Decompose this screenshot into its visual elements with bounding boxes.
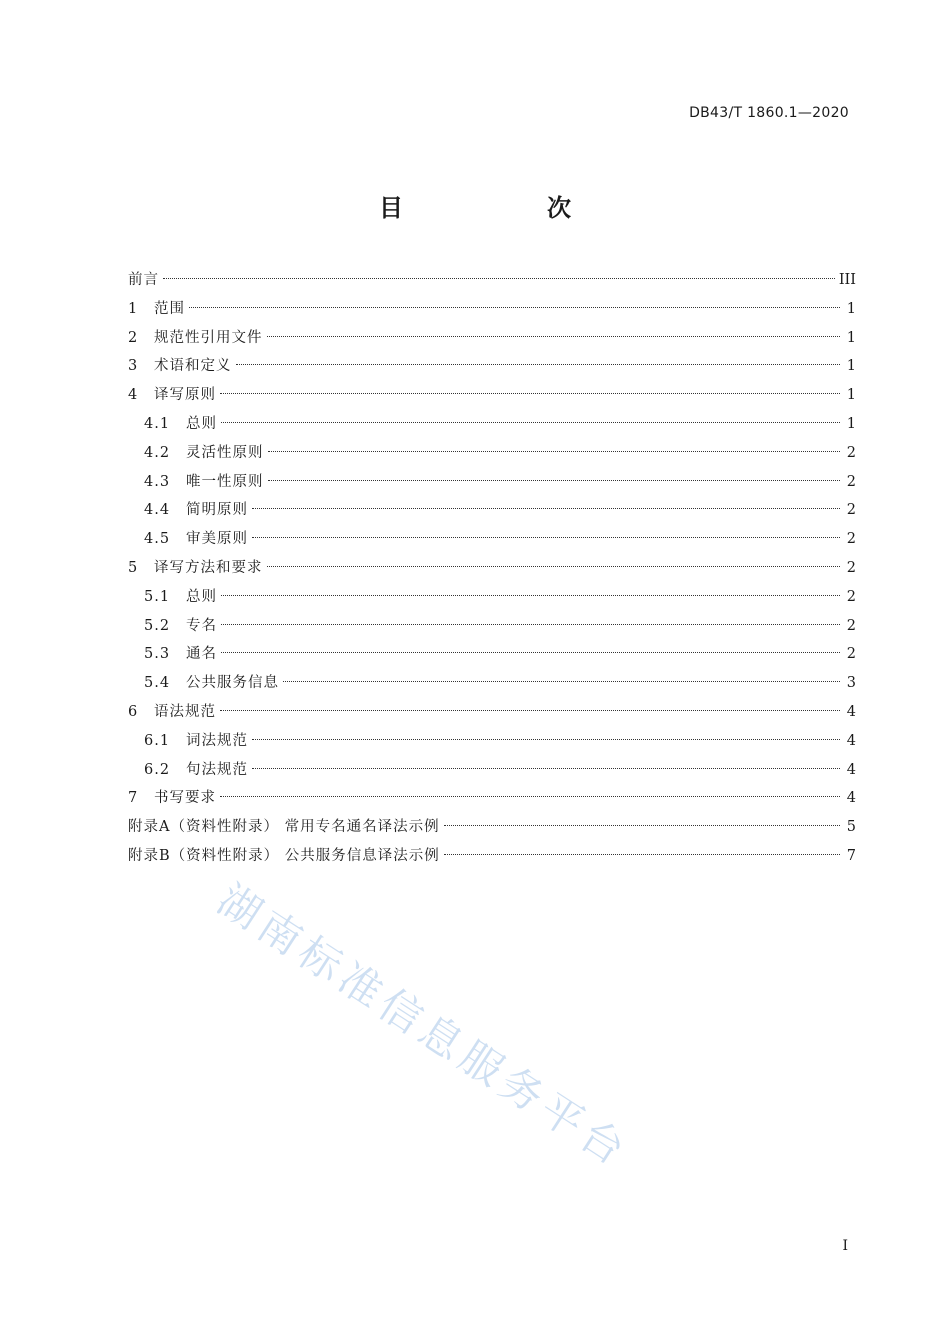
toc-entry-title: 附录B（资料性附录） 公共服务信息译法示例 bbox=[128, 847, 440, 864]
toc-dot-leader bbox=[267, 566, 841, 567]
toc-entry[interactable] bbox=[128, 352, 856, 381]
toc-entry-title: 译写方法和要求 bbox=[154, 559, 263, 576]
toc-entry-number: 2 bbox=[128, 329, 138, 346]
toc-dot-leader bbox=[252, 537, 840, 538]
toc-entry[interactable] bbox=[128, 554, 856, 583]
toc-entry-title: 范围 bbox=[154, 300, 185, 317]
toc-entry-number: 5.2 bbox=[144, 617, 171, 634]
toc-entry-title: 前言 bbox=[128, 272, 159, 288]
toc-dot-leader bbox=[252, 739, 840, 740]
toc-entry-page: 4 bbox=[846, 703, 856, 720]
toc-entry-page: 1 bbox=[846, 415, 856, 432]
toc-entry-title: 唯一性原则 bbox=[186, 473, 264, 490]
toc-entry[interactable] bbox=[128, 410, 856, 439]
toc-entry-title: 书写要求 bbox=[154, 790, 216, 807]
toc-dot-leader bbox=[268, 451, 841, 452]
toc-entry[interactable] bbox=[128, 468, 856, 497]
toc-entry-number: 4.3 bbox=[144, 473, 171, 490]
toc-entry-number: 4.1 bbox=[144, 415, 171, 432]
toc-entry-page: 2 bbox=[846, 531, 856, 548]
toc-entry[interactable] bbox=[128, 640, 856, 669]
toc-entry-page: 1 bbox=[846, 329, 856, 346]
toc-entry-title: 译写原则 bbox=[154, 387, 216, 404]
toc-entry-page: 4 bbox=[846, 790, 856, 807]
toc-entry-title: 灵活性原则 bbox=[186, 444, 264, 461]
toc-entry-number: 3 bbox=[128, 358, 138, 375]
toc-entry[interactable] bbox=[128, 324, 856, 353]
toc-dot-leader bbox=[221, 624, 840, 625]
toc-entry-title: 句法规范 bbox=[186, 761, 248, 778]
toc-entry-title: 通名 bbox=[186, 646, 217, 663]
toc-dot-leader bbox=[189, 307, 840, 308]
toc-dot-leader bbox=[221, 595, 840, 596]
page-title: 目 次 bbox=[379, 194, 631, 222]
toc-entry-title: 规范性引用文件 bbox=[154, 329, 263, 346]
toc-entry-number: 6 bbox=[128, 703, 138, 720]
toc-entry-page: 1 bbox=[846, 387, 856, 404]
toc-dot-leader bbox=[163, 278, 835, 279]
toc-entry-page: 2 bbox=[846, 559, 856, 576]
toc-entry-page: 4 bbox=[846, 732, 856, 749]
toc-dot-leader bbox=[252, 508, 840, 509]
toc-dot-leader bbox=[220, 710, 840, 711]
toc-entry-number: 5.1 bbox=[144, 588, 171, 605]
standard-code: DB43/T 1860.1—2020 bbox=[689, 105, 849, 121]
toc-entry-title: 术语和定义 bbox=[154, 358, 232, 375]
toc-entry[interactable] bbox=[128, 496, 856, 525]
toc-entry-title: 词法规范 bbox=[186, 732, 248, 749]
toc-entry-page: 1 bbox=[846, 358, 856, 375]
toc-entry-number: 7 bbox=[128, 790, 138, 807]
toc-entry-title: 审美原则 bbox=[186, 531, 248, 548]
toc-entry[interactable] bbox=[128, 813, 856, 842]
toc-entry[interactable] bbox=[128, 842, 856, 871]
watermark: 湖南标准信息服务平台 bbox=[208, 874, 639, 1178]
toc-entry[interactable] bbox=[128, 727, 856, 756]
toc-entry[interactable] bbox=[128, 266, 856, 295]
toc-entry-page: 2 bbox=[846, 502, 856, 519]
toc-entry-page: 4 bbox=[846, 761, 856, 778]
toc-entry-page: 1 bbox=[846, 300, 856, 317]
toc-entry-page: 2 bbox=[846, 617, 856, 634]
toc-entry[interactable] bbox=[128, 583, 856, 612]
toc-entry-title: 总则 bbox=[186, 588, 217, 605]
toc-entry-number: 6.2 bbox=[144, 761, 171, 778]
toc-entry-number: 1 bbox=[128, 300, 138, 317]
toc-entry[interactable] bbox=[128, 525, 856, 554]
toc-entry-page: 5 bbox=[846, 819, 856, 836]
toc-entry[interactable] bbox=[128, 669, 856, 698]
toc-entry-title: 语法规范 bbox=[154, 703, 216, 720]
toc-dot-leader bbox=[220, 796, 840, 797]
toc-entry[interactable] bbox=[128, 381, 856, 410]
toc-dot-leader bbox=[444, 854, 840, 855]
toc-entry[interactable] bbox=[128, 439, 856, 468]
toc-entry-page: 2 bbox=[846, 588, 856, 605]
toc-entry-number: 4.2 bbox=[144, 444, 171, 461]
toc-entry-number: 6.1 bbox=[144, 732, 171, 749]
toc-dot-leader bbox=[236, 364, 841, 365]
toc-entry-number: 4 bbox=[128, 387, 138, 404]
toc-entry-page: III bbox=[838, 272, 856, 288]
toc-entry-page: 2 bbox=[846, 473, 856, 490]
toc-dot-leader bbox=[268, 480, 841, 481]
toc-dot-leader bbox=[444, 825, 840, 826]
toc-dot-leader bbox=[267, 336, 841, 337]
toc-entry-title: 附录A（资料性附录） 常用专名通名译法示例 bbox=[128, 819, 440, 836]
toc-entry-title: 简明原则 bbox=[186, 502, 248, 519]
toc-dot-leader bbox=[283, 681, 840, 682]
toc-entry-page: 2 bbox=[846, 646, 856, 663]
toc-dot-leader bbox=[220, 393, 840, 394]
toc-dot-leader bbox=[221, 422, 840, 423]
toc-entry[interactable] bbox=[128, 698, 856, 727]
toc-dot-leader bbox=[221, 652, 840, 653]
toc-entry-number: 5.3 bbox=[144, 646, 171, 663]
toc-entry[interactable] bbox=[128, 295, 856, 324]
toc-dot-leader bbox=[252, 768, 840, 769]
toc-entry-title: 专名 bbox=[186, 617, 217, 634]
toc-entry[interactable] bbox=[128, 612, 856, 641]
toc-entry-page: 2 bbox=[846, 444, 856, 461]
toc-entry-title: 公共服务信息 bbox=[186, 675, 279, 692]
toc-entry[interactable] bbox=[128, 784, 856, 813]
toc-entry-page: 3 bbox=[846, 675, 856, 692]
toc-entry-number: 5 bbox=[128, 559, 138, 576]
toc-entry-number: 4.4 bbox=[144, 502, 171, 519]
toc-entry-number: 4.5 bbox=[144, 531, 171, 548]
toc-entry-title: 总则 bbox=[186, 415, 217, 432]
page-number: I bbox=[842, 1238, 848, 1254]
table-of-contents bbox=[128, 266, 856, 871]
toc-entry-number: 5.4 bbox=[144, 675, 171, 692]
toc-entry-page: 7 bbox=[846, 847, 856, 864]
toc-entry[interactable] bbox=[128, 756, 856, 785]
